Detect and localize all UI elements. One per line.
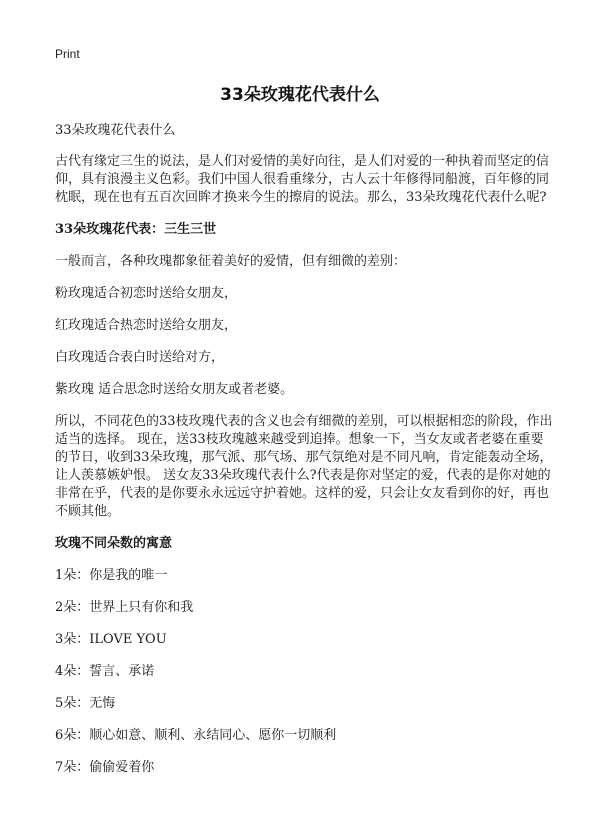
meaning-item: 5朵：无悔 — [55, 696, 116, 711]
white-rose-line: 白玫瑰适合表白时送给对方， — [55, 350, 225, 365]
red-rose-line: 红玫瑰适合热恋时送给女朋友， — [55, 318, 238, 333]
section-heading-counts: 玫瑰不同朵数的寓意 — [55, 536, 173, 551]
article-body — [55, 122, 555, 791]
section-heading-meaning: 33朵玫瑰花代表：三生三世 — [55, 222, 217, 237]
explanation-paragraph: 所以，不同花色的33枝玫瑰代表的含义也会有细微的差别，可以根据相恋的阶段，作出适当的选择。 现在，送33枝玫瑰越来越受到追捧。想象一下，当女友或者老婆在重要的节日，收到33朵玫瑰，那气派、那气场、那气氛绝对是不同凡响，肯定能轰动全场，让人羡慕嫉妒恨。 送女友33朵玫瑰代表什么?代表是你对坚定的爱，代表的是你对她的非常在乎，代表的是你要永永远远守护着她。这样的爱，只会让女友看到你的好，再也不顾其他。 — [55, 414, 553, 519]
purple-rose-line: 紫玫瑰 适合思念时送给女朋友或者老婆。 — [55, 382, 294, 397]
pink-rose-line: 粉玫瑰适合初恋时送给女朋友， — [55, 286, 238, 301]
page-title: 33朵玫瑰花代表什么 — [220, 85, 380, 105]
general-paragraph: 一般而言，各种玫瑰都象征着美好的爱情，但有细微的差别： — [55, 254, 407, 269]
meaning-item: 6朵：顺心如意、顺利、永结同心、愿你一切顺利 — [55, 728, 337, 743]
print-label: Print — [55, 47, 80, 61]
intro-paragraph: 古代有缘定三生的说法，是人们对爱情的美好向往，是人们对爱的一种执着而坚定的信仰，具有浪漫主义色彩。我们中国人很看重缘分，古人云十年修得同船渡，百年修的同枕眠，现在也有五百次回眸才换来今生的擦肩的说法。那么，33朵玫瑰花代表什么呢? — [55, 154, 550, 205]
meaning-item: 7朵：偷偷爱着你 — [55, 760, 155, 775]
meaning-item: 2朵：世界上只有你和我 — [55, 600, 194, 615]
meaning-item: 4朵：誓言、承诺 — [55, 664, 155, 679]
meaning-item: 1朵：你是我的唯一 — [55, 568, 168, 583]
meaning-item: 3朵：ILOVE YOU — [55, 632, 167, 647]
article-subtitle: 33朵玫瑰花代表什么 — [55, 123, 176, 138]
